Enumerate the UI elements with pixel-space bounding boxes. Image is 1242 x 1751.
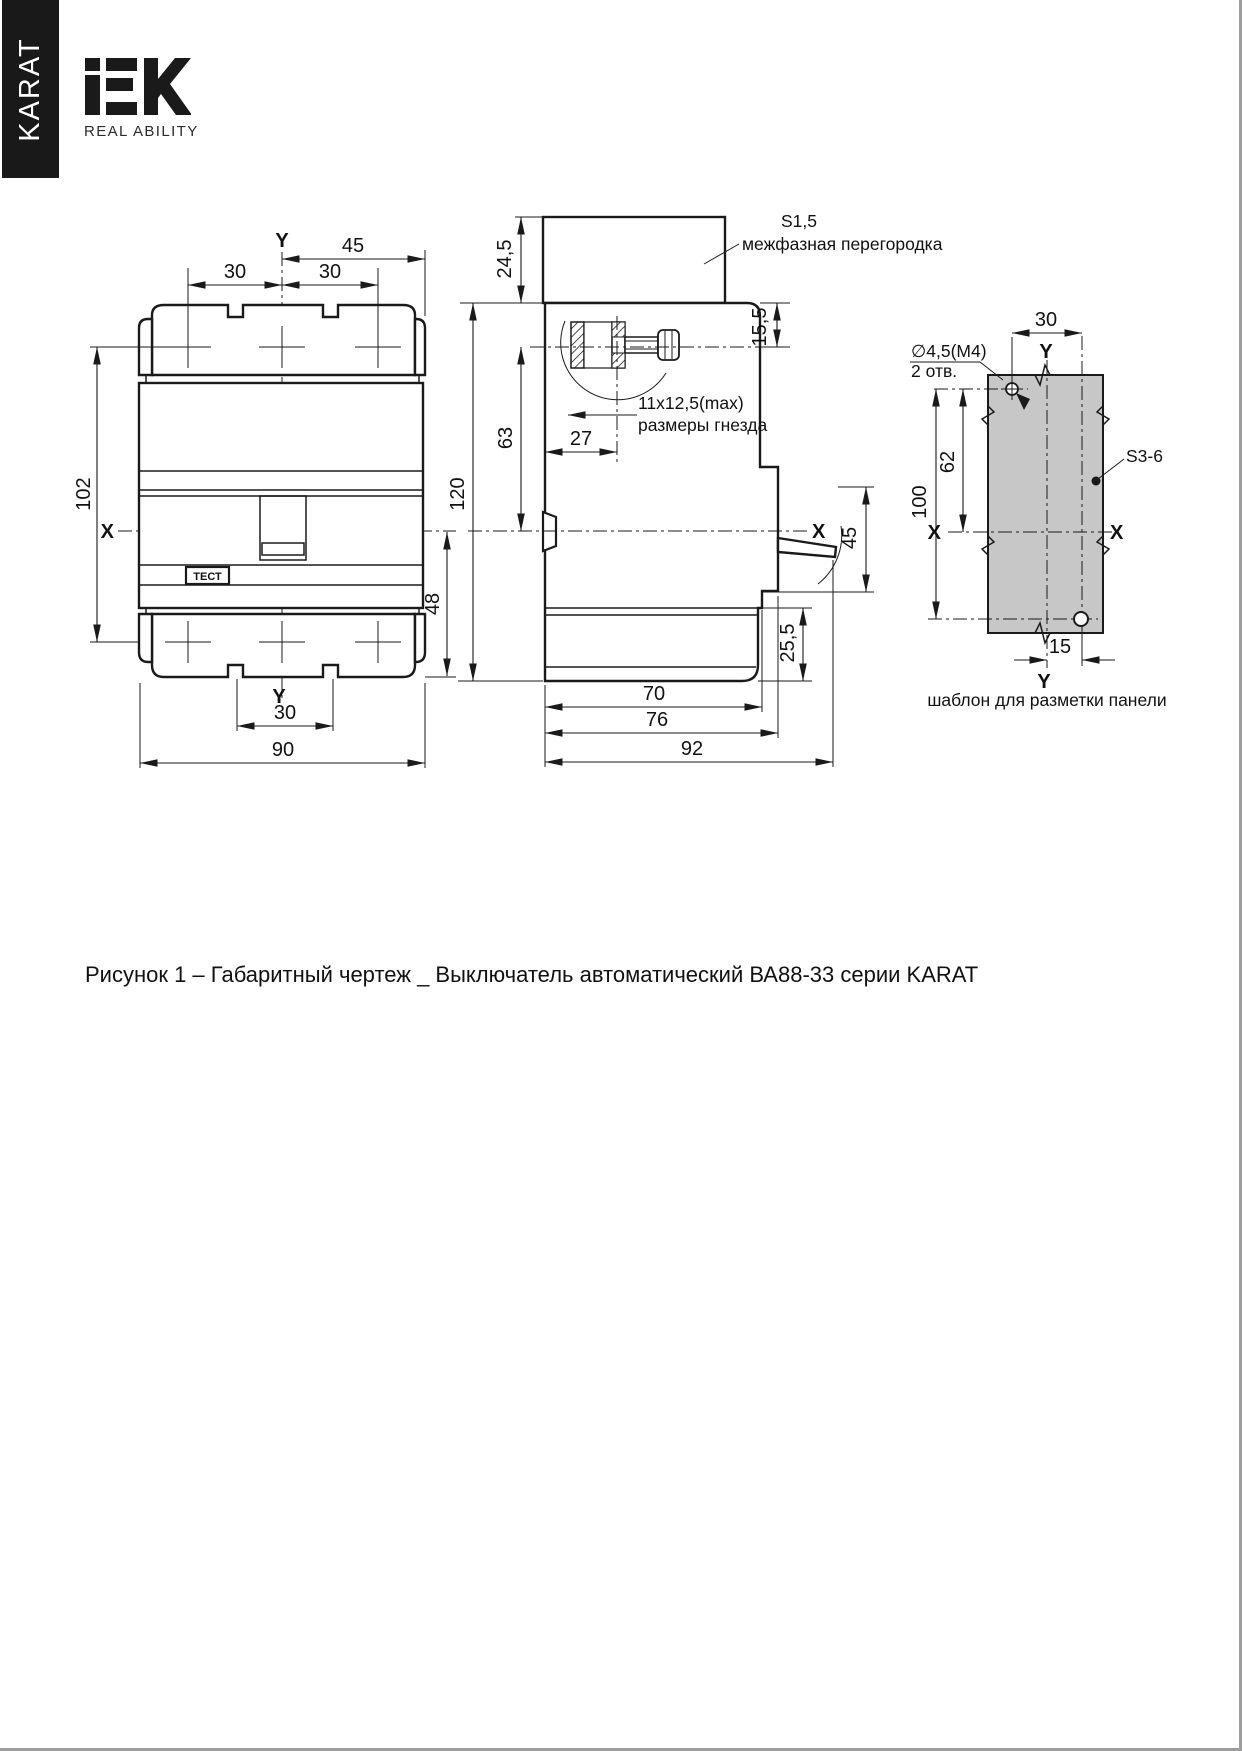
side-dim-63: 63	[495, 426, 517, 450]
front-top-terminal-cover	[152, 305, 415, 375]
front-view	[73, 230, 456, 768]
template-axis-x-right: X	[1110, 522, 1124, 544]
side-view	[447, 211, 943, 767]
panel-template-view	[909, 309, 1167, 710]
side-dim-15-5: 15,5	[749, 307, 771, 347]
hole-spec-label: ∅4,5(M4)	[911, 341, 987, 361]
side-dim-24-5: 24,5	[494, 239, 516, 279]
template-caption: шаблон для разметки панели	[927, 690, 1167, 710]
side-dim-70: 70	[642, 683, 666, 705]
socket-size-label: 11x12,5(max)	[638, 393, 744, 413]
front-axis-y-bottom: Y	[272, 686, 286, 708]
side-dim-76: 76	[645, 709, 669, 731]
barrier-name-label: межфазная перегородка	[742, 234, 943, 254]
front-bottom-wing-right	[415, 614, 425, 662]
front-axis-y-top: Y	[275, 230, 289, 252]
toggle-handle	[778, 538, 836, 557]
front-dim-102: 102	[73, 477, 95, 511]
front-dim-48: 48	[422, 592, 444, 616]
clamp-bolt-shaft	[625, 337, 658, 353]
front-dim-45: 45	[341, 235, 365, 257]
template-dim-62: 62	[937, 450, 959, 474]
template-axis-y-bottom: Y	[1037, 671, 1051, 693]
side-dim-92: 92	[680, 738, 704, 760]
series-label: KARAT	[14, 36, 47, 142]
barrier-thickness-label: S1,5	[781, 211, 817, 231]
hole-count-label: 2 отв.	[911, 361, 958, 381]
side-dim-25-5: 25,5	[777, 623, 799, 663]
template-hole-bottom	[1074, 612, 1088, 626]
template-panel	[988, 375, 1103, 633]
template-axis-x-left: X	[927, 522, 941, 544]
side-dim-27: 27	[569, 428, 593, 450]
front-dim-30-left: 30	[223, 261, 247, 283]
side-barrier	[543, 217, 725, 303]
side-dim-120: 120	[447, 477, 469, 511]
front-dim-30-right: 30	[318, 261, 342, 283]
socket-name-label: размеры гнезда	[638, 415, 768, 435]
front-bottom-terminal-cover	[152, 614, 415, 677]
figure-caption: Рисунок 1 – Габаритный чертеж _ Выключатель автоматический ВА88-33 серии KARAT	[85, 962, 979, 987]
front-dim-90: 90	[271, 739, 295, 761]
template-axis-y-top: Y	[1039, 341, 1053, 363]
side-dim-45: 45	[839, 526, 861, 550]
template-dim-100: 100	[909, 485, 931, 519]
clamp-bolt-head	[658, 330, 679, 360]
brand-tagline: REAL ABILITY	[84, 123, 199, 140]
front-bottom-wing-left	[139, 614, 152, 662]
template-dim-15: 15	[1048, 636, 1072, 658]
panel-thickness-label: S3-6	[1126, 446, 1163, 466]
front-top-wing-right	[415, 319, 425, 375]
side-axis-x: X	[812, 521, 826, 543]
front-dim-30-bottom: 30	[273, 702, 297, 724]
template-dim-30: 30	[1034, 309, 1058, 331]
test-button-label: ТЕСТ	[193, 571, 222, 583]
front-axis-x: X	[100, 521, 114, 543]
